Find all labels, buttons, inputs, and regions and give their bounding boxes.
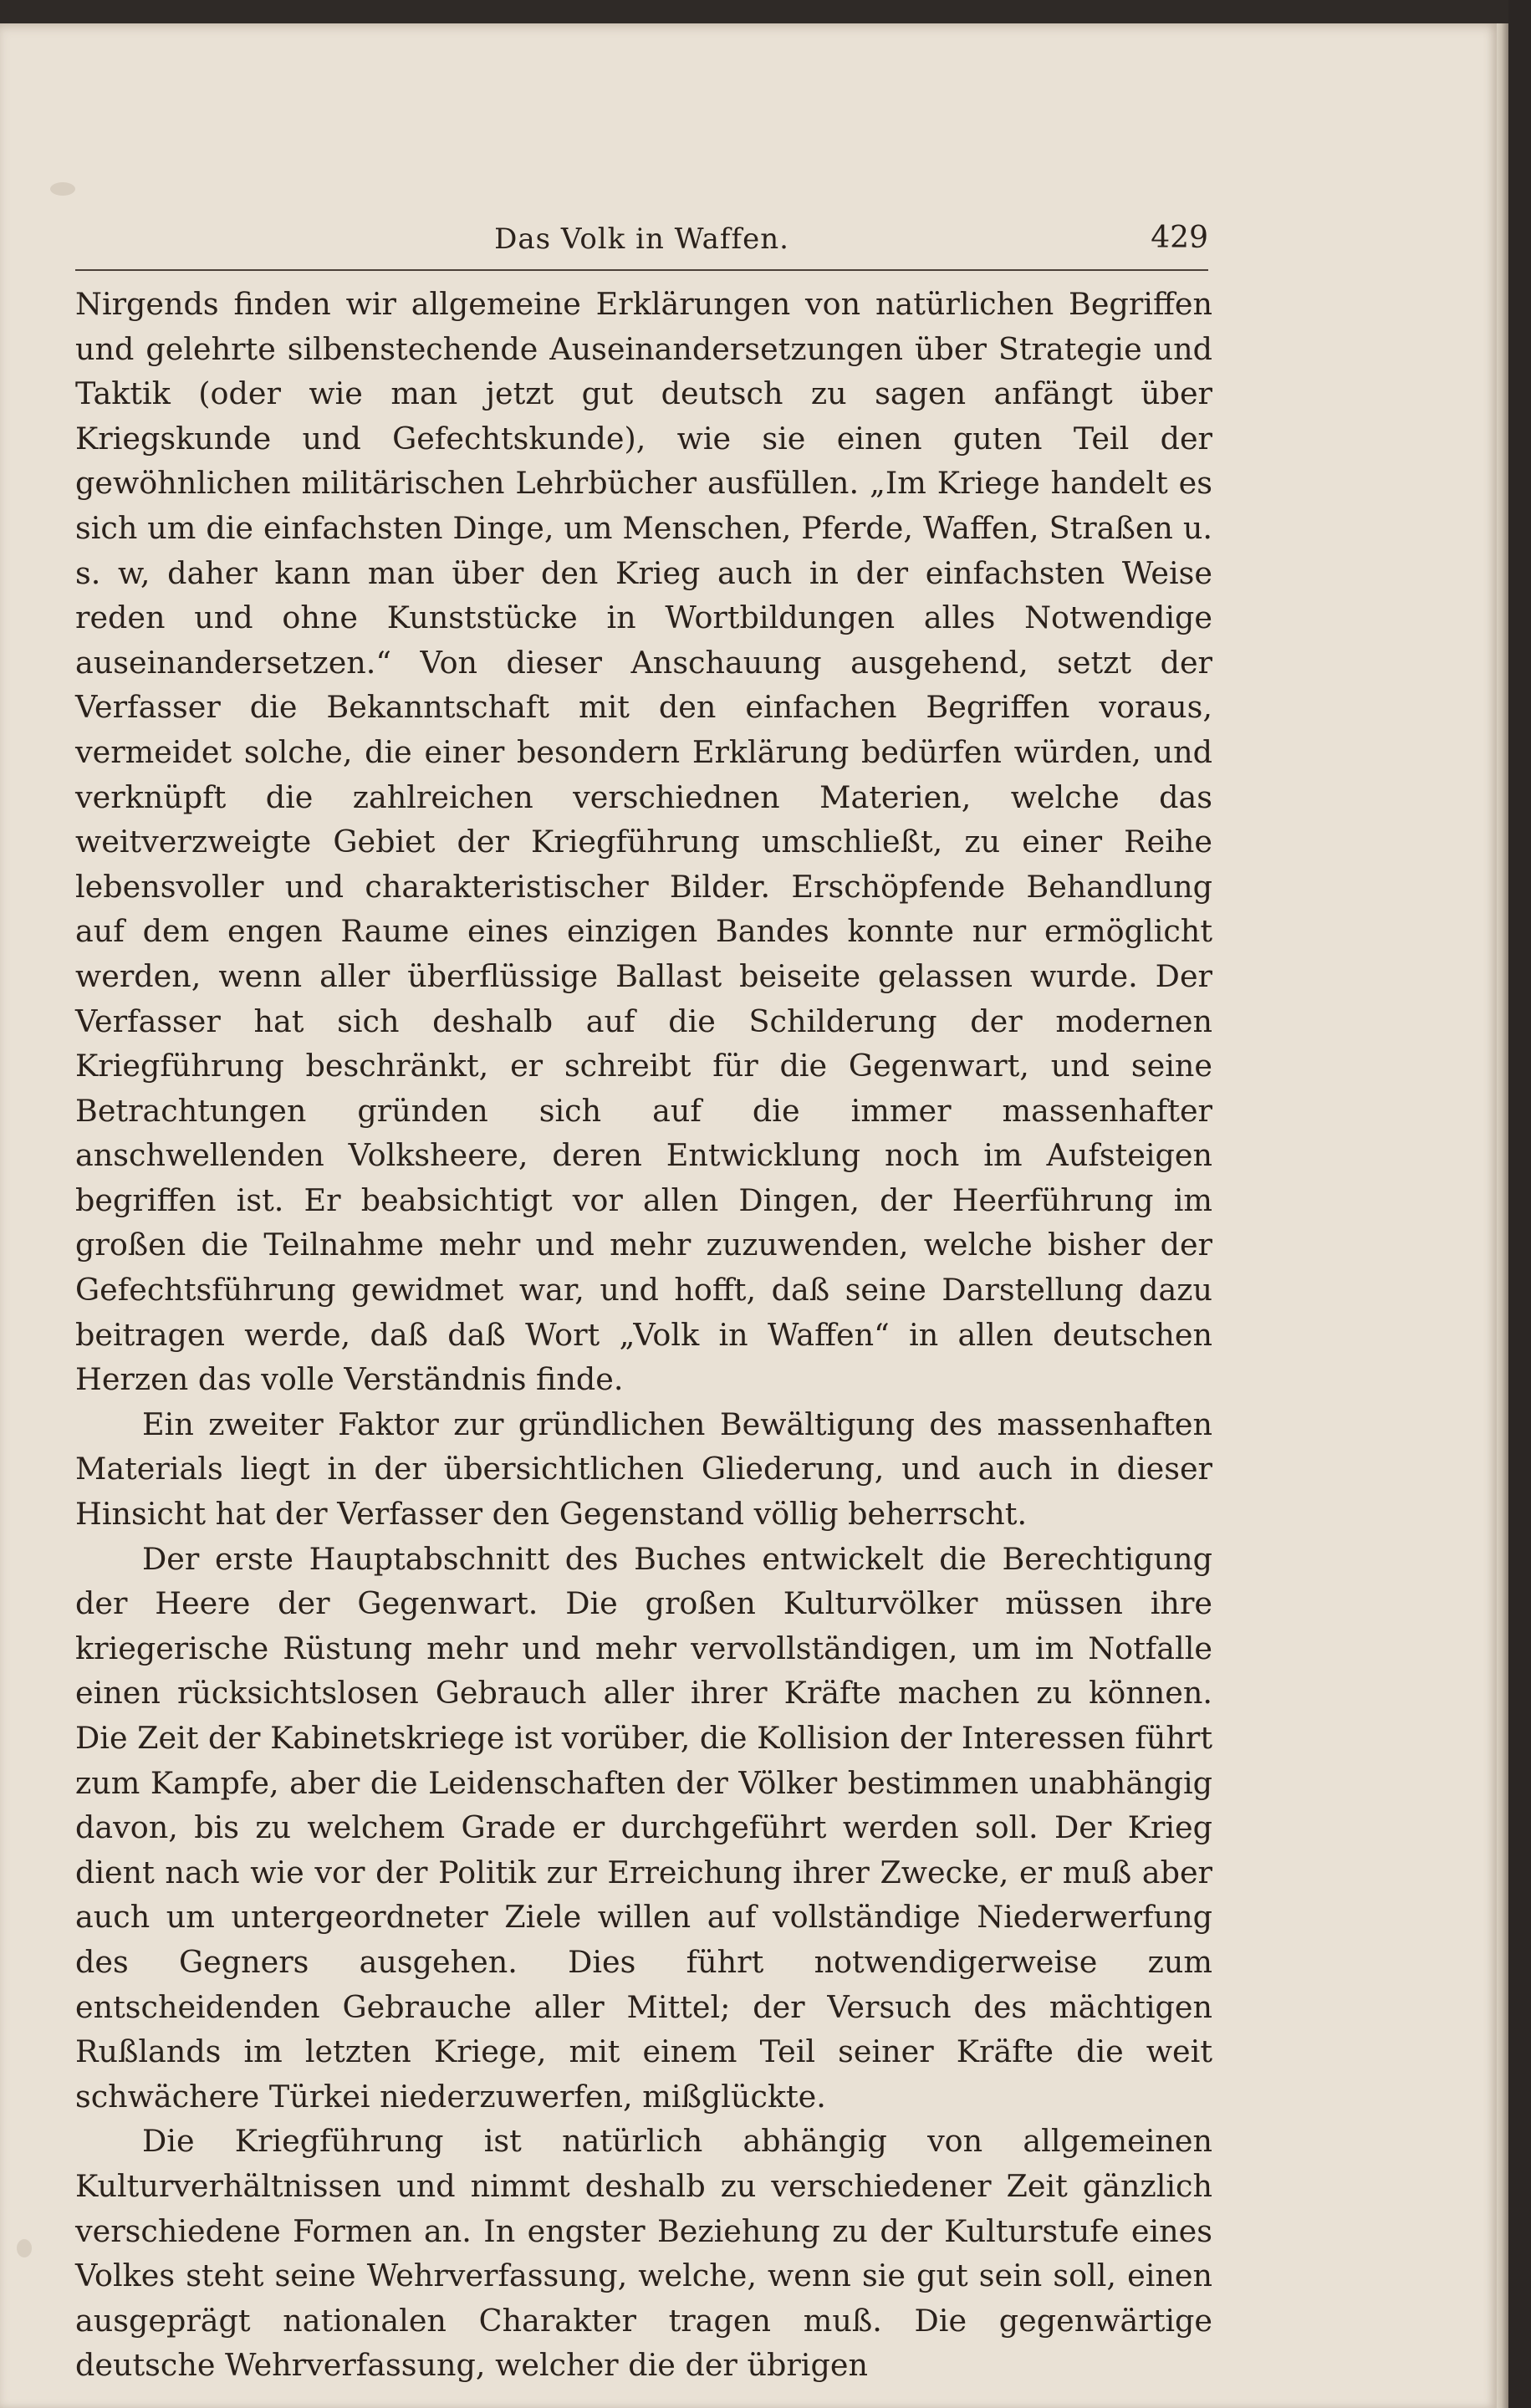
paragraph-1: Nirgends finden wir allgemeine Erklärungen von natürlichen Begriffen und gelehrte silbenstechende Auseinandersetzungen über Strategie und Taktik (oder wie man jetzt gut deutsch zu sagen anfängt über Kriegskunde und Gefechtskunde), wie sie einen guten Teil der gewöhnlichen militärischen Lehrbücher ausfüllen. „Im Kriege handelt es sich um die einfachsten Dinge, um Menschen, Pferde, Waffen, Straßen u. s. w, daher kann man über den Krieg auch in der einfachsten Weise reden und ohne Kunststücke in Wortbildungen alles Notwendige auseinandersetzen.“ Von dieser Anschauung ausgehend, setzt der Verfasser die Bekanntschaft mit den einfachen Begriffen voraus, vermeidet solche, die einer besondern Erklärung bedürfen würden, und verknüpft die zahlreichen verschiednen Materien, welche das weitverzweigte Gebiet der Kriegführung umschließt, zu einer Reihe lebensvoller und charakteristischer Bilder. Erschöpfende Behandlung auf dem engen Raume eines einzigen Bandes konnte nur ermöglicht werden, wenn aller überflüssige Ballast beiseite gelassen wurde. Der Verfasser hat sich deshalb auf die Schilderung der modernen Kriegführung beschränkt, er schreibt für die Gegenwart, und seine Betrachtungen gründen sich auf die immer massenhafter anschwellenden Volksheere, deren Entwicklung noch im Aufsteigen begriffen ist. Er beabsichtigt vor allen Dingen, der Heerführung im großen die Teilnahme mehr und mehr zuzuwenden, welche bisher der Gefechtsführung gewidmet war, und hofft, daß seine Darstellung dazu beitragen werde, daß daß Wort „Volk in Waffen“ in allen deutschen Herzen das volle Verständnis finde.	[75, 286, 1212, 1398]
paragraph-4: Die Kriegführung ist natürlich abhängig von allgemeinen Kulturverhältnissen und nimmt deshalb zu verschiedener Zeit gänzlich verschiedene Formen an. In engster Beziehung zu der Kulturstufe eines Volkes steht seine Wehrverfassung, welche, wenn sie gut sein soll, einen ausgeprägt nationalen Charakter tragen muß. Die gegenwärtige deutsche Wehrverfassung, welcher die der übrigen	[75, 2123, 1212, 2384]
paragraph-2: Ein zweiter Faktor zur gründlichen Bewältigung des massenhaften Materials liegt in der übersichtlichen Gliederung, und auch in dieser Hinsicht hat der Verfasser den Gegenstand völlig beherrscht.	[75, 1406, 1212, 1533]
page-number: 429	[1151, 221, 1208, 255]
body-text	[75, 282, 1212, 2388]
paper-stain	[50, 182, 75, 196]
scanner-background-strip	[1508, 0, 1531, 2408]
paragraph-3: Der erste Hauptabschnitt des Buches entwickelt die Berechtigung der Heere der Gegenwart. Die großen Kulturvölker müssen ihre kriegerische Rüstung mehr und mehr vervollständigen, um im Notfalle einen rücksichtslosen Gebrauch aller ihrer Kräfte machen zu können. Die Zeit der Kabinetskriege ist vorüber, die Kollision der Interessen führt zum Kampfe, aber die Leidenschaften der Völker bestimmen unabhängig davon, bis zu welchem Grade er durchgeführt werden soll. Der Krieg dient nach wie vor der Politik zur Erreichung ihrer Zwecke, er muß aber auch um untergeordneter Ziele willen auf vollständige Niederwerfung des Gegners ausgehen. Dies führt notwendigerweise zum entscheidenden Gebrauche aller Mittel; der Versuch des mächtigen Rußlands im letzten Kriege, mit einem Teil seiner Kräfte die weit schwächere Türkei niederzuwerfen, mißglückte.	[75, 1540, 1212, 2115]
paper-stain	[17, 2239, 32, 2258]
page-header	[75, 219, 1208, 271]
page-edge	[1497, 23, 1508, 2408]
running-title: Das Volk in Waffen.	[494, 222, 789, 256]
